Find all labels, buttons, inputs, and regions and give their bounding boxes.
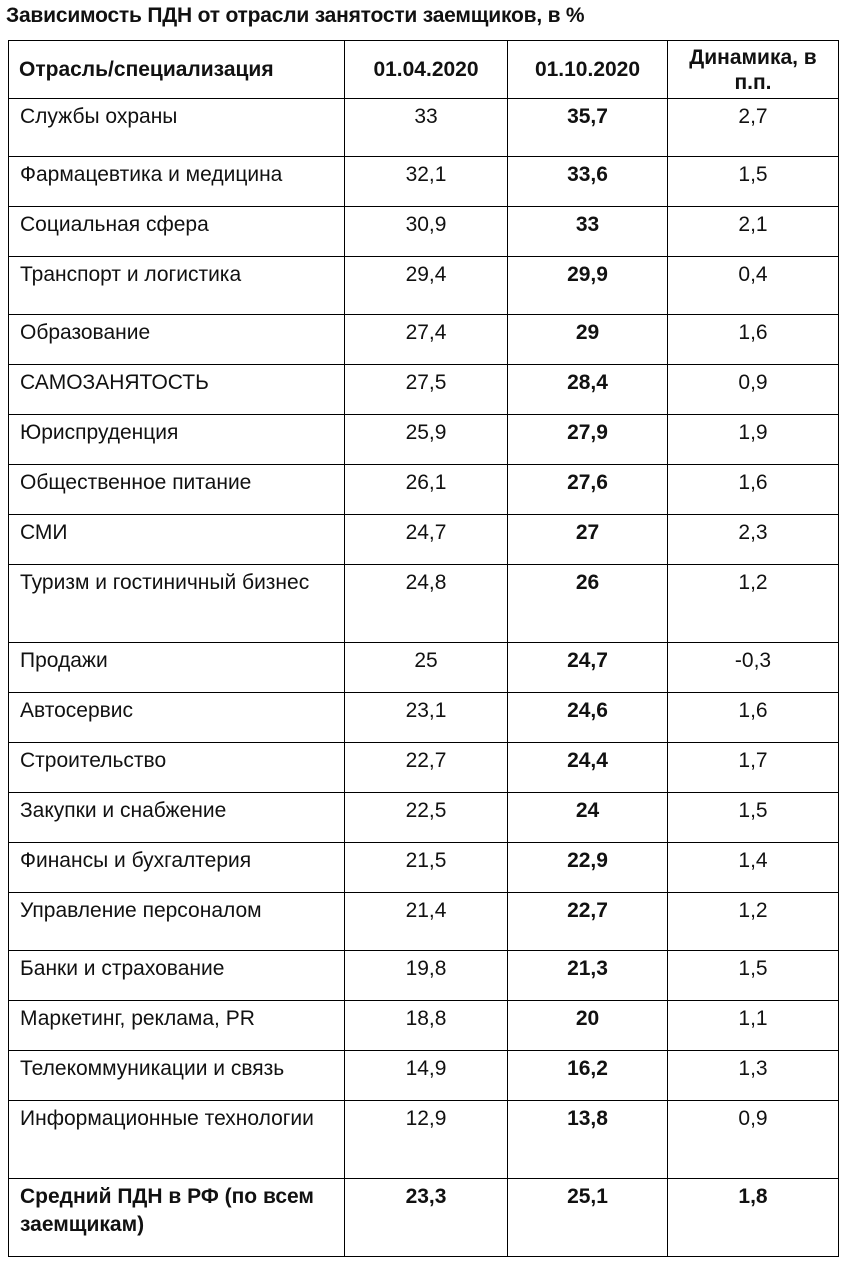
dynamics-cell: 1,6 xyxy=(668,693,839,743)
value-2020-04-cell: 25 xyxy=(345,643,508,693)
header-date-2: 01.10.2020 xyxy=(508,41,668,99)
value-2020-04-cell: 22,5 xyxy=(345,793,508,843)
table-row xyxy=(9,793,839,843)
dynamics-cell: 1,9 xyxy=(668,415,839,465)
industry-cell: Банки и страхование xyxy=(9,951,345,1001)
industry-cell: Фармацевтика и медицина xyxy=(9,157,345,207)
table-row xyxy=(9,843,839,893)
value-2020-10-cell: 33 xyxy=(508,207,668,257)
table-row xyxy=(9,1101,839,1179)
pdn-table xyxy=(8,40,839,1257)
value-2020-10-cell: 27 xyxy=(508,515,668,565)
table-row xyxy=(9,743,839,793)
header-industry: Отрасль/специализация xyxy=(9,41,345,99)
value-2020-10-cell: 21,3 xyxy=(508,951,668,1001)
industry-cell: Управление персоналом xyxy=(9,893,345,951)
table-row xyxy=(9,565,839,643)
value-2020-04-cell: 25,9 xyxy=(345,415,508,465)
value-2020-10-cell: 24,4 xyxy=(508,743,668,793)
dynamics-cell: 1,2 xyxy=(668,565,839,643)
industry-cell: СМИ xyxy=(9,515,345,565)
industry-cell: Маркетинг, реклама, PR xyxy=(9,1001,345,1051)
dynamics-cell: 1,6 xyxy=(668,465,839,515)
value-2020-04-cell: 27,4 xyxy=(345,315,508,365)
value-2020-10-cell: 26 xyxy=(508,565,668,643)
value-2020-10-cell: 29 xyxy=(508,315,668,365)
total-2020-10-cell: 25,1 xyxy=(508,1179,668,1257)
table-row xyxy=(9,893,839,951)
industry-cell: Туризм и гостиничный бизнес xyxy=(9,565,345,643)
value-2020-10-cell: 22,9 xyxy=(508,843,668,893)
table-row xyxy=(9,1001,839,1051)
total-2020-04-cell: 23,3 xyxy=(345,1179,508,1257)
dynamics-cell: 1,5 xyxy=(668,793,839,843)
value-2020-04-cell: 24,8 xyxy=(345,565,508,643)
value-2020-10-cell: 33,6 xyxy=(508,157,668,207)
value-2020-04-cell: 14,9 xyxy=(345,1051,508,1101)
table-row xyxy=(9,415,839,465)
value-2020-10-cell: 16,2 xyxy=(508,1051,668,1101)
dynamics-cell: 0,4 xyxy=(668,257,839,315)
industry-cell: Телекоммуникации и связь xyxy=(9,1051,345,1101)
total-label-cell: Средний ПДН в РФ (по всем заемщикам) xyxy=(9,1179,345,1257)
dynamics-cell: 1,4 xyxy=(668,843,839,893)
value-2020-10-cell: 27,6 xyxy=(508,465,668,515)
industry-cell: Образование xyxy=(9,315,345,365)
industry-cell: САМОЗАНЯТОСТЬ xyxy=(9,365,345,415)
header-dynamics: Динамика, в п.п. xyxy=(668,41,839,99)
value-2020-10-cell: 35,7 xyxy=(508,99,668,157)
table-row xyxy=(9,693,839,743)
dynamics-cell: -0,3 xyxy=(668,643,839,693)
industry-cell: Юриспруденция xyxy=(9,415,345,465)
industry-cell: Социальная сфера xyxy=(9,207,345,257)
value-2020-04-cell: 19,8 xyxy=(345,951,508,1001)
table-row xyxy=(9,365,839,415)
value-2020-04-cell: 29,4 xyxy=(345,257,508,315)
industry-cell: Продажи xyxy=(9,643,345,693)
table-row xyxy=(9,157,839,207)
table-row xyxy=(9,315,839,365)
dynamics-cell: 2,3 xyxy=(668,515,839,565)
table-row xyxy=(9,257,839,315)
industry-cell: Автосервис xyxy=(9,693,345,743)
table-row xyxy=(9,99,839,157)
value-2020-04-cell: 26,1 xyxy=(345,465,508,515)
dynamics-cell: 1,3 xyxy=(668,1051,839,1101)
value-2020-04-cell: 30,9 xyxy=(345,207,508,257)
industry-cell: Закупки и снабжение xyxy=(9,793,345,843)
industry-cell: Транспорт и логистика xyxy=(9,257,345,315)
value-2020-04-cell: 12,9 xyxy=(345,1101,508,1179)
table-row xyxy=(9,643,839,693)
industry-cell: Службы охраны xyxy=(9,99,345,157)
industry-cell: Финансы и бухгалтерия xyxy=(9,843,345,893)
value-2020-10-cell: 20 xyxy=(508,1001,668,1051)
value-2020-10-cell: 24,7 xyxy=(508,643,668,693)
value-2020-10-cell: 29,9 xyxy=(508,257,668,315)
value-2020-04-cell: 32,1 xyxy=(345,157,508,207)
value-2020-10-cell: 28,4 xyxy=(508,365,668,415)
dynamics-cell: 1,7 xyxy=(668,743,839,793)
table-body xyxy=(9,99,839,1257)
industry-cell: Информационные технологии xyxy=(9,1101,345,1179)
value-2020-10-cell: 24 xyxy=(508,793,668,843)
value-2020-10-cell: 27,9 xyxy=(508,415,668,465)
value-2020-04-cell: 18,8 xyxy=(345,1001,508,1051)
table-row xyxy=(9,207,839,257)
dynamics-cell: 1,6 xyxy=(668,315,839,365)
dynamics-cell: 0,9 xyxy=(668,1101,839,1179)
table-row xyxy=(9,1051,839,1101)
dynamics-cell: 2,1 xyxy=(668,207,839,257)
dynamics-cell: 1,2 xyxy=(668,893,839,951)
value-2020-04-cell: 24,7 xyxy=(345,515,508,565)
dynamics-cell: 1,1 xyxy=(668,1001,839,1051)
dynamics-cell: 1,5 xyxy=(668,951,839,1001)
dynamics-cell: 0,9 xyxy=(668,365,839,415)
value-2020-04-cell: 21,5 xyxy=(345,843,508,893)
dynamics-cell: 2,7 xyxy=(668,99,839,157)
value-2020-04-cell: 22,7 xyxy=(345,743,508,793)
table-row xyxy=(9,951,839,1001)
value-2020-10-cell: 24,6 xyxy=(508,693,668,743)
table-row xyxy=(9,515,839,565)
header-date-1: 01.04.2020 xyxy=(345,41,508,99)
value-2020-04-cell: 23,1 xyxy=(345,693,508,743)
value-2020-04-cell: 21,4 xyxy=(345,893,508,951)
table-title: Зависимость ПДН от отрасли занятости заемщиков, в % xyxy=(6,4,585,27)
dynamics-cell: 1,5 xyxy=(668,157,839,207)
industry-cell: Общественное питание xyxy=(9,465,345,515)
value-2020-10-cell: 13,8 xyxy=(508,1101,668,1179)
total-row xyxy=(9,1179,839,1257)
value-2020-10-cell: 22,7 xyxy=(508,893,668,951)
table-row xyxy=(9,465,839,515)
value-2020-04-cell: 33 xyxy=(345,99,508,157)
total-dynamics-cell: 1,8 xyxy=(668,1179,839,1257)
value-2020-04-cell: 27,5 xyxy=(345,365,508,415)
industry-cell: Строительство xyxy=(9,743,345,793)
header-row xyxy=(9,41,839,99)
